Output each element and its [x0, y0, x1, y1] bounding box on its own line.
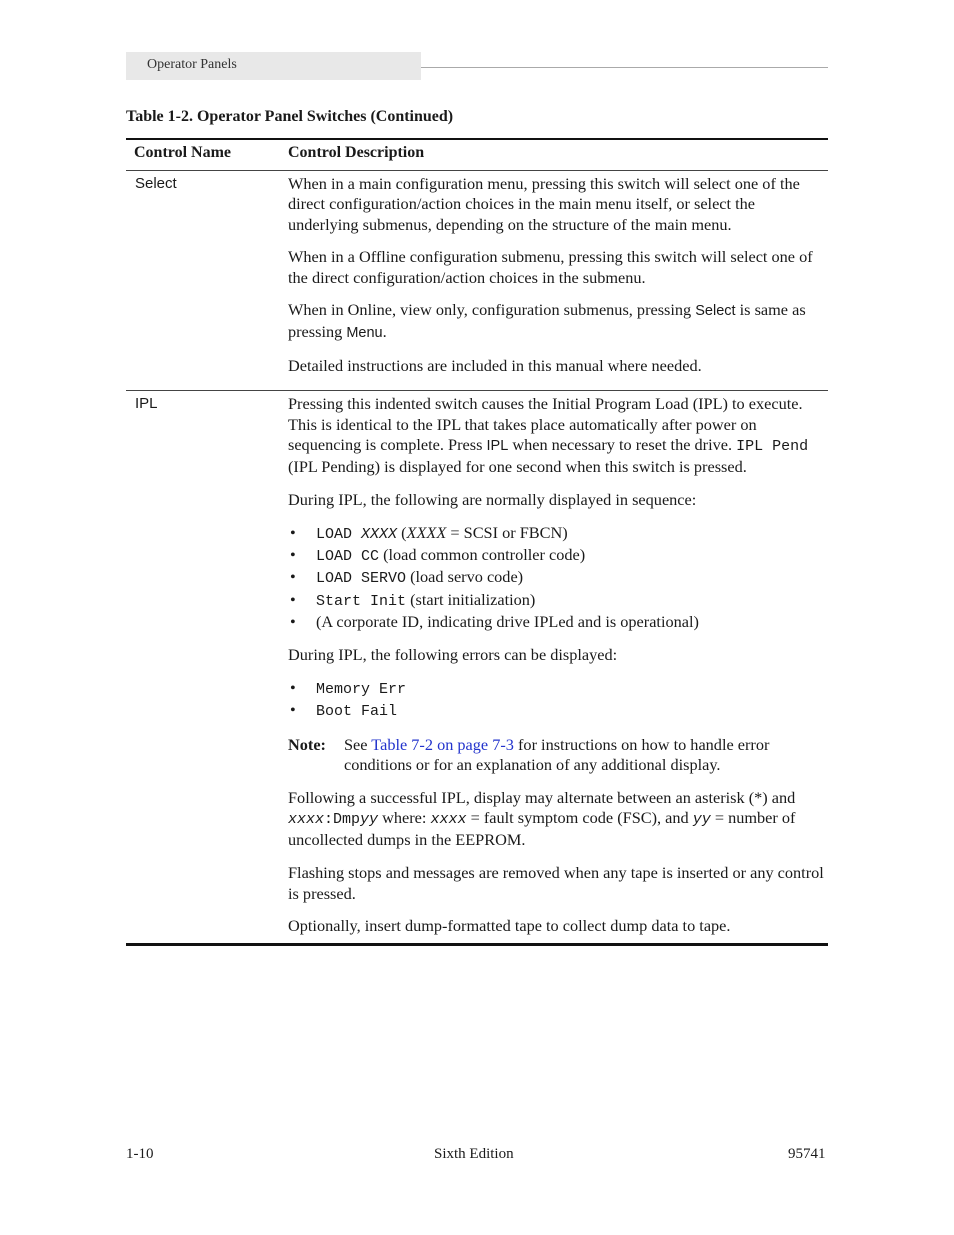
running-header [126, 52, 421, 80]
paragraph: When in a main configuration menu, pressing this switch will select one of the direct configuration/action choices in the main menu itself, or select the underlying submenus, depending on the structure of the main menu. [288, 174, 800, 234]
table-bottom-rule [126, 943, 828, 946]
column-header-description: Control Description [288, 144, 425, 161]
text-run: (start initialization) [406, 589, 536, 609]
paragraph: Flashing stops and messages are removed when any tape is inserted or any control is pressed. [288, 863, 824, 903]
note-label: Note: [288, 734, 326, 754]
control-description-ipl [288, 391, 828, 942]
text-run: (load servo code) [406, 567, 524, 587]
text-run: = number of uncollected dumps in the EEPROM. [288, 808, 796, 850]
note [288, 735, 828, 776]
table-header-row [126, 140, 828, 170]
header-rule [421, 67, 828, 68]
variable: XXXX [406, 522, 447, 542]
list-item: • LOAD SERVO (load servo code) [290, 567, 524, 588]
text-run: Pressing this indented switch causes the Initial Program Load (IPL) to execute. This is identical to the IPL that takes place automatically after power on sequencing is complete. Press [288, 394, 803, 454]
text-run: for instructions on how to handle error conditions or for an explanation of any additional display. [344, 734, 770, 775]
display-message: IPL Pend [736, 437, 809, 455]
control-name-ipl: IPL [135, 395, 158, 413]
text-run: When in Online, view only, configuration submenus, pressing [288, 300, 696, 320]
text-run: = SCSI or FBCN) [446, 522, 568, 542]
paragraph [288, 788, 828, 851]
switches-table [126, 138, 828, 946]
list-item: • Start Init (start initialization) [290, 589, 536, 610]
text-run: (IPL Pending) is displayed for one second when this switch is pressed. [288, 457, 747, 477]
display-message: LOAD SERVO [316, 570, 407, 588]
column-header-name: Control Name [134, 144, 232, 161]
table-caption: Table 1-2. Operator Panel Switches (Continued) [126, 108, 454, 125]
ipl-switch-name: IPL [486, 437, 509, 454]
text-run: ( [397, 522, 407, 542]
edition-label: Sixth Edition [434, 1146, 514, 1162]
text-run: (A corporate ID, indicating drive IPLed and is operational) [316, 612, 699, 632]
list-item: • LOAD XXXX (XXXX = SCSI or FBCN) [290, 522, 568, 543]
running-header-title: Operator Panels [147, 57, 237, 72]
paragraph: Detailed instructions are included in this manual where needed. [288, 355, 702, 375]
display-message: Memory Err [316, 680, 407, 698]
display-message: LOAD [316, 525, 362, 543]
list-item: • Boot Fail [290, 699, 398, 720]
text-run: . [382, 321, 387, 341]
control-name-select: Select [135, 175, 177, 192]
text-run: (load common controller code) [379, 545, 586, 565]
text-run: See [344, 734, 372, 754]
text-run: = fault symptom code (FSC), and [466, 808, 693, 828]
ipl-sequence-list [288, 523, 828, 632]
variable: xxxx [430, 811, 467, 829]
list-item: • Memory Err [290, 677, 407, 698]
paragraph: Optionally, insert dump-formatted tape to collect dump data to tape. [288, 916, 731, 936]
menu-switch-name: Menu [346, 324, 383, 341]
text-run: Following a successful IPL, display may alternate between an asterisk (*) and [288, 787, 796, 807]
variable: XXXX [361, 525, 398, 543]
select-switch-name: Select [695, 303, 736, 320]
page-number: 1-10 [126, 1146, 154, 1162]
paragraph [288, 300, 828, 343]
text-run: is same as pressing [288, 300, 806, 341]
display-message: LOAD CC [316, 548, 380, 566]
document-number: 95741 [788, 1146, 826, 1162]
text-run: where: [378, 808, 431, 828]
table-row-ipl [126, 391, 828, 942]
note-text [344, 735, 828, 776]
paragraph: During IPL, the following are normally displayed in sequence: [288, 490, 697, 510]
display-message: Start Init [316, 592, 407, 610]
display-message: Boot Fail [316, 702, 398, 720]
paragraph [288, 394, 828, 477]
table-row-select [126, 171, 828, 390]
cross-reference-link[interactable]: Table 7-2 on page 7-3 [371, 734, 514, 754]
control-description-select [288, 171, 828, 390]
ipl-error-list [288, 678, 828, 723]
paragraph: When in a Offline configuration submenu, pressing this switch will select one of the direct configuration/action choices in the submenu. [288, 247, 813, 287]
list-item: • (A corporate ID, indicating drive IPLed and is operational) [290, 612, 699, 632]
variable: yy [692, 811, 711, 829]
display-message: :Dmp [324, 811, 361, 829]
variable: yy [360, 811, 379, 829]
list-item: • LOAD CC (load common controller code) [290, 545, 586, 566]
variable: xxxx [288, 811, 325, 829]
paragraph: During IPL, the following errors can be displayed: [288, 644, 618, 664]
text-run: when necessary to reset the drive. [508, 434, 737, 454]
